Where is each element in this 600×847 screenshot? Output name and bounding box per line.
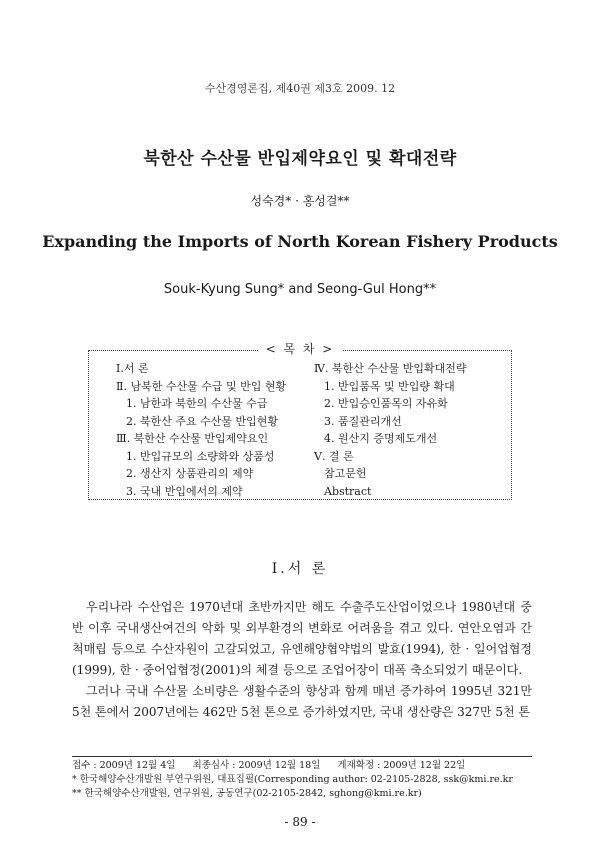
toc-item: 2. 북한산 주요 수산물 반입현황: [126, 414, 278, 428]
footnote-author-1: * 한국해양수산개발원 부연구위원, 대표집필(Corresponding author: 02-2105-2828, ssk@kmi.re.kr: [72, 774, 513, 785]
page-number: - 89 -: [284, 815, 316, 829]
toc-item: 4. 원산지 증명제도개선: [324, 432, 438, 445]
footnotes: [72, 759, 542, 801]
toc-item: 3. 국내 반입에서의 제약: [126, 484, 243, 498]
authors-korean: 성숙경* · 홍성걸**: [250, 194, 350, 208]
toc-item: Ⅳ. 북한산 수산물 반입확대전략: [314, 362, 467, 375]
toc-item: Ⅴ. 결 론: [314, 449, 354, 463]
toc-item: 2. 생산지 상품관리의 제약: [126, 467, 254, 480]
received-date: 접수 : 2009년 12월 4일: [72, 760, 176, 771]
toc-left-column: [116, 360, 286, 500]
body-paragraph: 우리나라 수산업은 1970년대 초반까지만 해도 수출주도산업이었으나 1980년대 중반 이후 국내생산여건의 악화 및 외부환경의 변화로 어려움을 겪고 있다. 연안오염과 간척매립 등으로 수산자원이 고갈되었고, 유엔해양협약법의 발효(1994), 한 · 일어업협정(1999), 한 · 중어업협정(2001)의 체결 등으로 조업어장이 대폭 축소되었기 때문이다.: [72, 600, 532, 677]
toc-item: 1. 반입규모의 소량화와 상품성: [126, 449, 275, 463]
toc-item: 3. 품질관리개선: [324, 414, 402, 428]
reviewed-date: 최종심사 : 2009년 12월 18일: [192, 760, 321, 771]
section-heading: Ⅰ.서 론: [271, 561, 329, 577]
toc-item: 1. 남한과 북한의 수산물 수급: [126, 397, 268, 410]
toc-item: Ⅰ.서 론: [116, 362, 149, 375]
toc-item: 1. 반입품목 및 반입량 확대: [324, 379, 455, 393]
title-korean: 북한산 수산물 반입제약요인 및 확대전략: [143, 149, 457, 169]
title-english: Expanding the Imports of North Korean Fishery Products: [42, 232, 558, 251]
footnote-author-2: ** 한국해양수산개발원, 연구위원, 공동연구(02-2105-2842, sghong@kmi.re.kr): [72, 788, 422, 799]
toc-item: Ⅲ. 북한산 수산물 반입제약요인: [116, 432, 269, 445]
toc-right-column: [314, 360, 467, 500]
toc-item: 참고문헌: [324, 467, 367, 480]
body-paragraph: 그러나 국내 수산물 소비량은 생활수준의 향상과 함께 매년 증가하여 1995년 321만 5천 톤에서 2007년에는 462만 5천 톤으로 증가하였지만, 국내 생산량은 327만 5천 톤: [72, 684, 532, 719]
toc-heading: [0, 340, 600, 357]
body-text: [72, 597, 532, 723]
accepted-date: 게재확정 : 2009년 12월 22일: [337, 760, 466, 771]
toc-item: 2. 반입승인품목의 자유화: [324, 397, 448, 410]
toc-item: Abstract: [324, 484, 372, 498]
journal-header: 수산경영론집, 제40권 제3호 2009. 12: [204, 82, 396, 95]
footnote-divider: [72, 756, 532, 757]
authors-english: Souk-Kyung Sung* and Seong-Gul Hong**: [163, 282, 437, 297]
toc-heading-label: < 목 차 >: [258, 342, 343, 356]
toc-item: Ⅱ. 남북한 수산물 수급 및 반입 현황: [116, 379, 287, 393]
submission-dates: [72, 759, 542, 773]
